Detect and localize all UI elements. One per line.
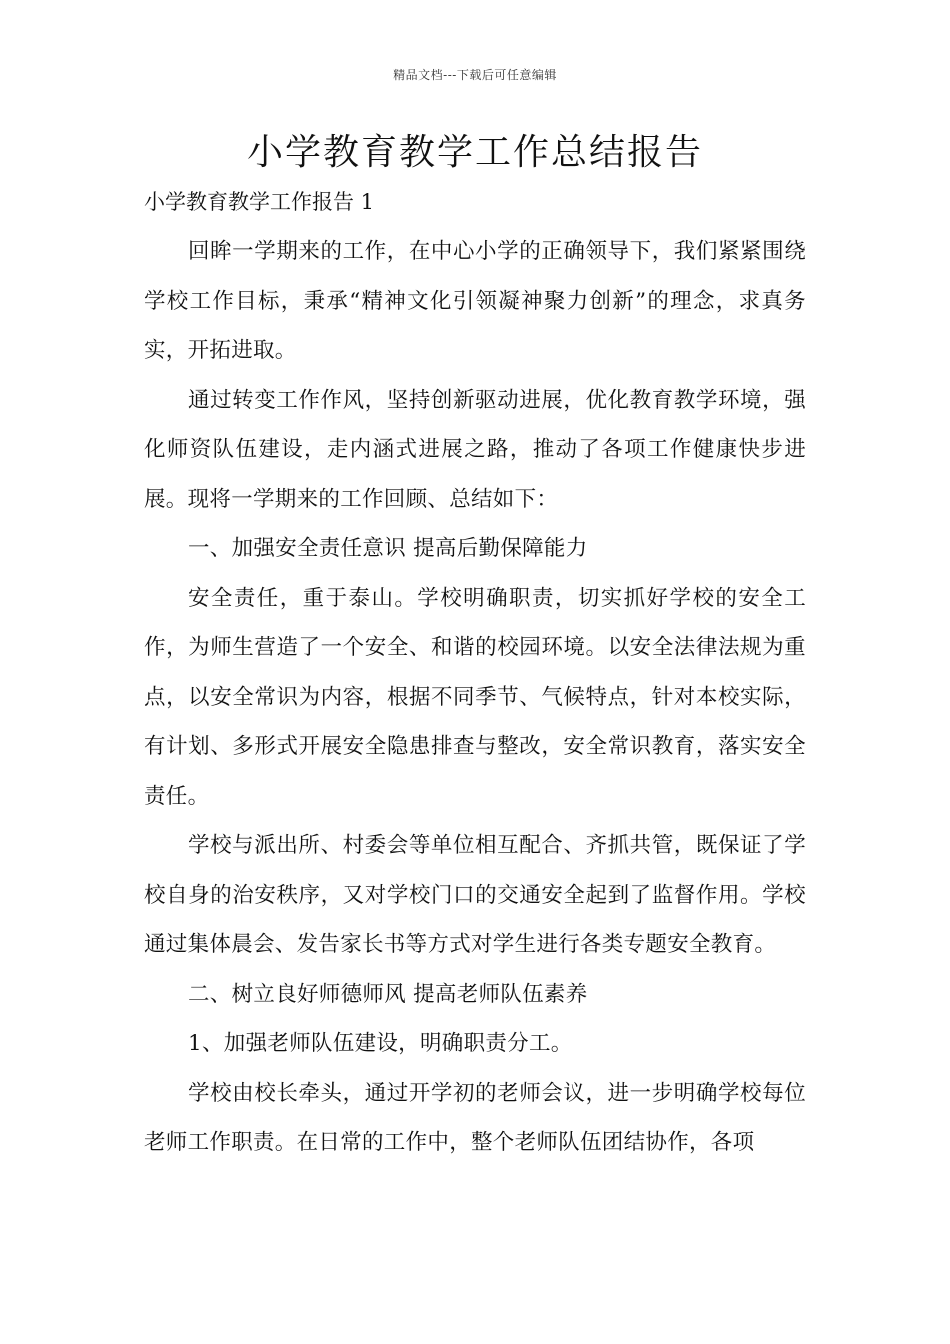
- document-subtitle: 小学教育教学工作报告 1: [144, 190, 375, 214]
- paragraph-safety: 安全责任，重于泰山。学校明确职责，切实抓好学校的安全工作，为师生营造了一个安全、和谐的校园环境。以安全法律法规为重点，以安全常识为内容，根据不同季节、气候特点，针对本校实际，有计划、多形式开展安全隐患排查与整改，安全常识教育，落实安全责任。: [144, 585, 806, 809]
- paragraph-summary: 通过转变工作作风，坚持创新驱动进展，优化教育教学环境，强化师资队伍建设，走内涵式进展之路，推动了各项工作健康快步进展。现将一学期来的工作回顾、总结如下：: [144, 387, 806, 512]
- paragraph-team: 学校由校长牵头，通过开学初的老师会议，进一步明确学校每位老师工作职责。在日常的工作中，整个老师队伍团结协作，各项: [144, 1080, 806, 1155]
- section-heading-teachers: 二、树立良好师德师风 提高老师队伍素养: [188, 981, 588, 1007]
- paragraph-cooperation: 学校与派出所、村委会等单位相互配合、齐抓共管，既保证了学校自身的治安秩序，又对学校门口的交通安全起到了监督作用。学校通过集体晨会、发告家长书等方式对学生进行各类专题安全教育。: [144, 833, 806, 957]
- paragraph-intro: 回眸一学期来的工作，在中心小学的正确领导下，我们紧紧围绕学校工作目标，秉承“精神文化引领凝神聚力创新”的理念，求真务实，开拓进取。: [144, 239, 806, 363]
- section-heading-safety: 一、加强安全责任意识 提高后勤保障能力: [188, 536, 588, 561]
- document-body: [144, 227, 806, 1168]
- header-note: 精品文档---下载后可任意编辑: [393, 68, 557, 82]
- document-title: 小学教育教学工作总结报告: [246, 132, 703, 173]
- subsection-heading-team: 1、加强老师队伍建设，明确职责分工。: [188, 1031, 573, 1056]
